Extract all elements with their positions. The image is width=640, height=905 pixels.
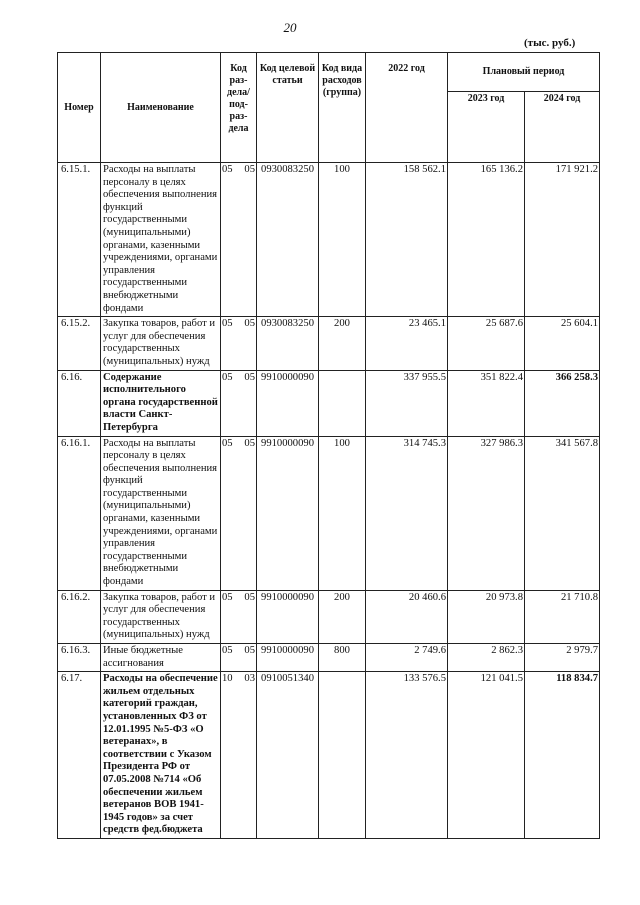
row-target-code: 0930083250 bbox=[257, 163, 319, 317]
units-label: (тыс. руб.) bbox=[524, 37, 576, 49]
section-code: 05 bbox=[222, 645, 233, 656]
row-value-2024: 21 710.8 bbox=[525, 590, 600, 643]
row-value-2023: 121 041.5 bbox=[448, 672, 525, 839]
table-row bbox=[58, 590, 600, 643]
row-value-2022: 23 465.1 bbox=[366, 317, 448, 370]
row-number: 6.15.2. bbox=[58, 317, 101, 370]
budget-table bbox=[57, 52, 600, 839]
row-number: 6.16.2. bbox=[58, 590, 101, 643]
row-number: 6.15.1. bbox=[58, 163, 101, 317]
section-code: 05 bbox=[222, 371, 233, 383]
section-code: 05 bbox=[222, 318, 233, 330]
row-expense-type: 200 bbox=[319, 317, 366, 370]
row-target-code: 9910000090 bbox=[257, 590, 319, 643]
row-name: Иные бюджетные ассигнования bbox=[101, 644, 221, 672]
table-row bbox=[58, 644, 600, 672]
row-name: Закупка товаров, работ и услуг для обеспечения государственных (муниципальных) нужд bbox=[101, 317, 221, 370]
row-value-2022: 337 955.5 bbox=[366, 370, 448, 436]
section-code: 05 bbox=[222, 164, 233, 175]
table-row bbox=[58, 436, 600, 590]
row-value-2024: 171 921.2 bbox=[525, 163, 600, 317]
row-number: 6.17. bbox=[58, 672, 101, 839]
row-target-code: 0910051340 bbox=[257, 672, 319, 839]
subsection-code: 05 bbox=[244, 437, 255, 449]
section-code: 05 bbox=[222, 437, 233, 449]
row-name: Содержание исполнительного органа государственной власти Санкт-Петербурга bbox=[101, 370, 221, 436]
row-value-2024: 366 258.3 bbox=[525, 370, 600, 436]
row-number: 6.16. bbox=[58, 370, 101, 436]
subsection-code: 05 bbox=[244, 164, 255, 175]
row-value-2024: 2 979.7 bbox=[525, 644, 600, 672]
header-year-2022: 2022 год bbox=[366, 53, 448, 163]
row-value-2024: 118 834.7 bbox=[525, 672, 600, 839]
page-number: 20 bbox=[283, 20, 297, 35]
row-expense-type bbox=[319, 370, 366, 436]
table-row bbox=[58, 163, 600, 317]
header-target-code: Код целевой статьи bbox=[257, 53, 319, 163]
row-expense-type: 100 bbox=[319, 163, 366, 317]
row-value-2023: 327 986.3 bbox=[448, 436, 525, 590]
row-section-code bbox=[221, 163, 257, 317]
row-section-code bbox=[221, 590, 257, 643]
row-expense-type bbox=[319, 672, 366, 839]
row-section-code bbox=[221, 317, 257, 370]
row-value-2022: 2 749.6 bbox=[366, 644, 448, 672]
row-expense-type: 100 bbox=[319, 436, 366, 590]
row-value-2024: 25 604.1 bbox=[525, 317, 600, 370]
row-name: Расходы на обеспечение жильем отдельных категорий граждан, установленных ФЗ от 12.01.1995 №5-ФЗ «О ветеранах», в соответствии с Указом Президента РФ от 07.05.2008 №714 «Об обеспечении жильем ветеранов ВОВ 1941-1945 годов» за счет средств фед.бюджета bbox=[101, 672, 221, 839]
row-section-code bbox=[221, 644, 257, 672]
row-target-code: 9910000090 bbox=[257, 644, 319, 672]
row-value-2022: 158 562.1 bbox=[366, 163, 448, 317]
subsection-code: 05 bbox=[244, 645, 255, 656]
header-number: Номер bbox=[58, 53, 101, 163]
row-expense-type: 200 bbox=[319, 590, 366, 643]
section-code: 10 bbox=[222, 673, 233, 685]
row-expense-type: 800 bbox=[319, 644, 366, 672]
row-target-code: 0930083250 bbox=[257, 317, 319, 370]
row-value-2023: 20 973.8 bbox=[448, 590, 525, 643]
subsection-code: 03 bbox=[244, 673, 255, 685]
row-value-2023: 351 822.4 bbox=[448, 370, 525, 436]
row-value-2022: 314 745.3 bbox=[366, 436, 448, 590]
row-value-2022: 20 460.6 bbox=[366, 590, 448, 643]
row-name: Расходы на выплаты персоналу в целях обеспечения выполнения функций государственными (муниципальными) органами, казенными учреждениями, органами управления государственными внебюджетными фондами bbox=[101, 163, 221, 317]
header-year-2024: 2024 год bbox=[525, 91, 600, 162]
row-value-2024: 341 567.8 bbox=[525, 436, 600, 590]
row-value-2023: 165 136.2 bbox=[448, 163, 525, 317]
row-value-2023: 25 687.6 bbox=[448, 317, 525, 370]
header-expense-type-code: Код вида расходов (группа) bbox=[319, 53, 366, 163]
header-planning-period: Плановый период bbox=[448, 53, 600, 92]
subsection-code: 05 bbox=[244, 318, 255, 330]
header-section-code: Код раз-дела/ под-раз-дела bbox=[221, 53, 257, 163]
row-section-code bbox=[221, 370, 257, 436]
row-section-code bbox=[221, 672, 257, 839]
row-name: Расходы на выплаты персоналу в целях обеспечения выполнения функций государственными (муниципальными) органами, казенными учреждениями, органами управления государственными внебюджетными фондами bbox=[101, 436, 221, 590]
row-name: Закупка товаров, работ и услуг для обеспечения государственных (муниципальных) нужд bbox=[101, 590, 221, 643]
row-target-code: 9910000090 bbox=[257, 370, 319, 436]
section-code: 05 bbox=[222, 591, 233, 603]
row-value-2022: 133 576.5 bbox=[366, 672, 448, 839]
header-year-2023: 2023 год bbox=[448, 91, 525, 162]
table-row bbox=[58, 370, 600, 436]
row-number: 6.16.3. bbox=[58, 644, 101, 672]
row-target-code: 9910000090 bbox=[257, 436, 319, 590]
subsection-code: 05 bbox=[244, 371, 255, 383]
table-row bbox=[58, 317, 600, 370]
header-name: Наименование bbox=[101, 53, 221, 163]
subsection-code: 05 bbox=[244, 591, 255, 603]
row-value-2023: 2 862.3 bbox=[448, 644, 525, 672]
row-section-code bbox=[221, 436, 257, 590]
row-number: 6.16.1. bbox=[58, 436, 101, 590]
table-row bbox=[58, 672, 600, 839]
